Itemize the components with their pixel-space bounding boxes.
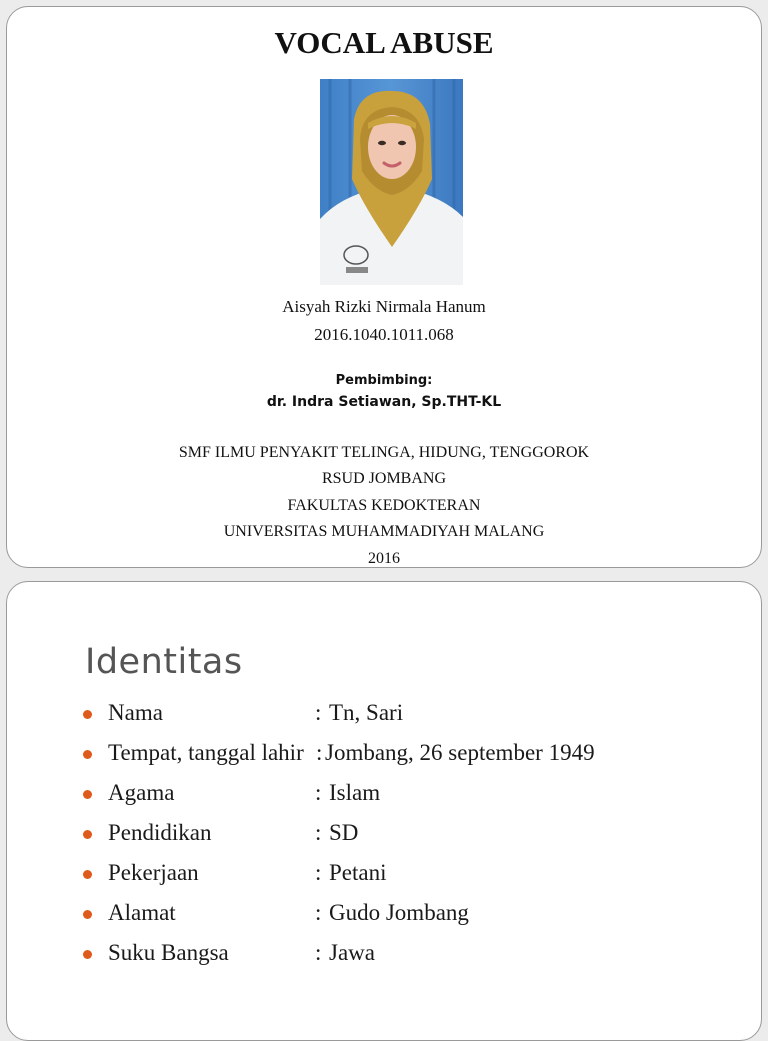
bullet-icon: [83, 750, 92, 759]
field-value: Jombang, 26 september 1949: [325, 740, 595, 765]
institution-line: RSUD JOMBANG: [321, 470, 447, 487]
institution-line: UNIVERSITAS MUHAMMADIYAH MALANG: [223, 523, 545, 540]
slide-title: Identitas: [85, 642, 243, 682]
slide-title: VOCAL ABUSE: [274, 25, 494, 60]
student-name: Aisyah Rizki Nirmala Hanum: [282, 297, 486, 316]
field-label: Agama: [108, 780, 175, 805]
field-separator: :: [315, 900, 322, 925]
student-id: 2016.1040.1011.068: [314, 325, 454, 344]
field-label: Tempat, tanggal lahir: [108, 740, 304, 765]
portrait-photo-drawing: [320, 79, 463, 285]
field-label: Alamat: [108, 900, 176, 925]
field-separator: :: [315, 820, 322, 845]
field-value: Tn, Sari: [329, 700, 404, 725]
field-separator: :: [315, 940, 322, 965]
field-label: Suku Bangsa: [108, 940, 229, 965]
title-slide: [6, 6, 762, 568]
field-label: Nama: [108, 700, 163, 725]
field-value: Petani: [329, 860, 387, 885]
bullet-icon: [83, 910, 92, 919]
supervisor-name: dr. Indra Setiawan, Sp.THT-KL: [266, 394, 502, 410]
bullet-icon: [83, 830, 92, 839]
bullet-icon: [83, 870, 92, 879]
field-separator: :: [315, 860, 322, 885]
year: 2016: [368, 550, 400, 567]
bullet-icon: [83, 950, 92, 959]
supervisor-label: Pembimbing:: [335, 373, 433, 388]
bullet-icon: [83, 710, 92, 719]
field-value: Islam: [329, 780, 381, 805]
bullet-icon: [83, 790, 92, 799]
identity-slide: [6, 581, 762, 1041]
field-separator: :: [316, 740, 323, 765]
field-label: Pekerjaan: [108, 860, 199, 885]
field-separator: :: [315, 780, 322, 805]
field-value: Jawa: [329, 940, 375, 965]
field-separator: :: [315, 700, 322, 725]
field-label: Pendidikan: [108, 820, 212, 845]
field-value: SD: [329, 820, 359, 845]
field-value: Gudo Jombang: [329, 900, 469, 925]
institution-line: FAKULTAS KEDOKTERAN: [287, 497, 481, 514]
portrait-photo: [320, 79, 463, 285]
institution-line: SMF ILMU PENYAKIT TELINGA, HIDUNG, TENGGOROK: [178, 444, 590, 461]
